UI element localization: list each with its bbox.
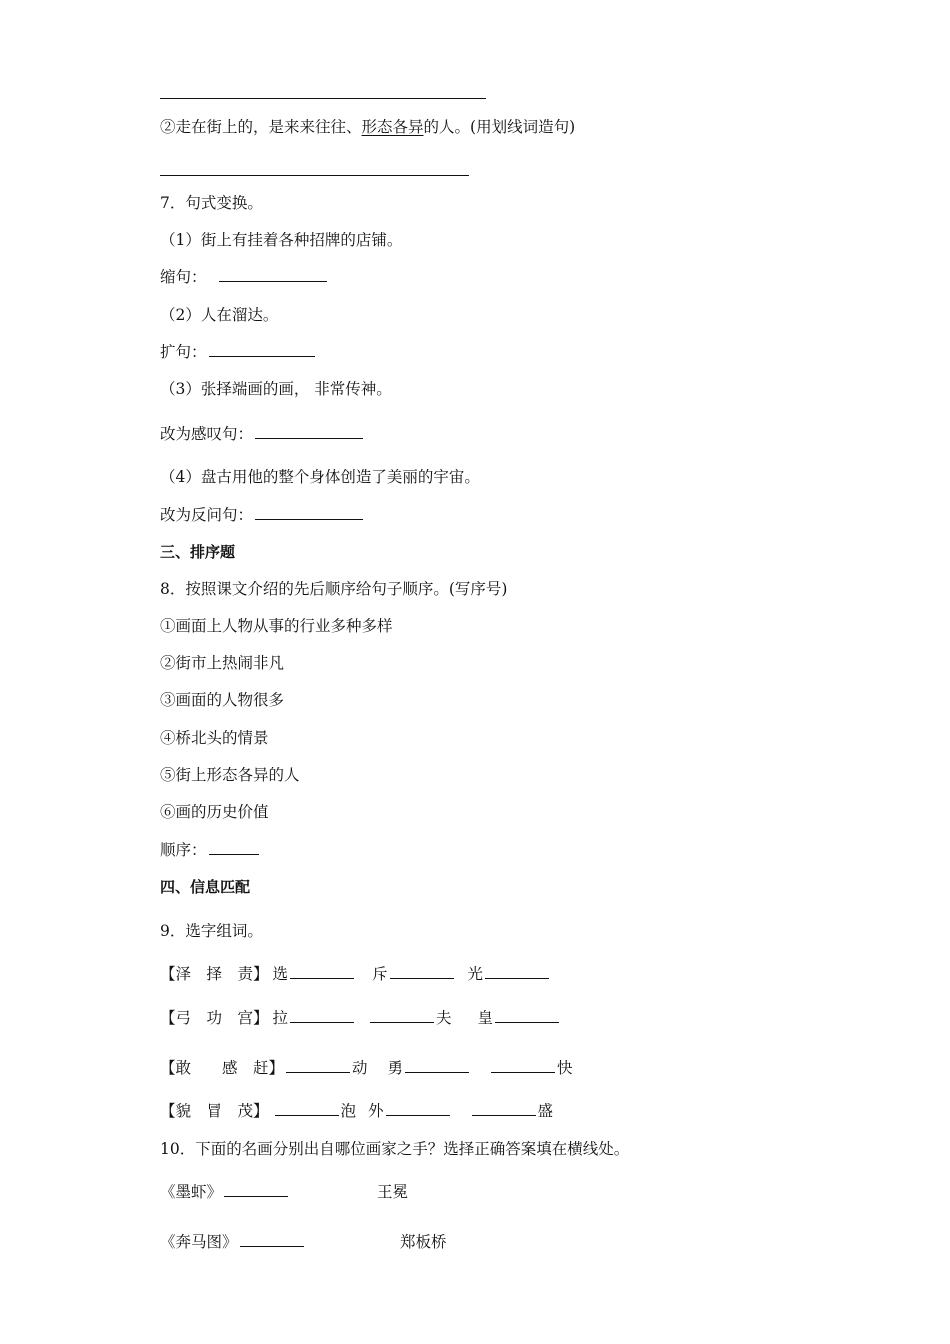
q8-item: ①画面上人物从事的行业多种多样 xyxy=(160,617,393,635)
answer-blank[interactable] xyxy=(255,518,363,520)
q7-sentence-3: （3）张择端画的画， 非常传神。 xyxy=(160,380,392,398)
q6-underlined-word: 形态各异 xyxy=(361,118,424,136)
q9-row-3 xyxy=(160,1061,573,1077)
q8-answer xyxy=(160,843,261,859)
q9-word-prefix: 皇 xyxy=(477,1009,494,1027)
q7-sentence-1: （1）街上有挂着各种招牌的店铺。 xyxy=(160,231,403,249)
q9-word-prefix: 勇 xyxy=(387,1059,404,1077)
q10-artist-option-1: 王冕 xyxy=(377,1183,409,1201)
q9-row-1 xyxy=(160,967,551,983)
q7-label-1: 缩句： xyxy=(160,268,207,286)
answer-blank[interactable] xyxy=(209,355,315,357)
q8-item: ③画面的人物很多 xyxy=(160,691,285,709)
q9-word-suffix: 动 xyxy=(352,1059,368,1077)
section-4-title: 四、信息匹配 xyxy=(160,878,251,896)
answer-blank[interactable] xyxy=(390,977,454,979)
q9-row-4 xyxy=(160,1104,553,1120)
q8-answer-label: 顺序： xyxy=(160,841,207,859)
q9-char-group: 【泽 择 责】 xyxy=(160,965,269,983)
q8-item: ⑥画的历史价值 xyxy=(160,803,269,821)
answer-blank[interactable] xyxy=(405,1071,469,1073)
q9-row-2 xyxy=(160,1011,561,1027)
q7-label-4: 改为反问句： xyxy=(160,506,254,524)
q9-char-group: 【貌 冒 茂】 xyxy=(160,1102,269,1120)
q9-word-prefix: 斥 xyxy=(372,965,388,983)
answer-blank[interactable] xyxy=(370,1021,434,1023)
q9-word-suffix: 夫 xyxy=(436,1009,452,1027)
painting-name: 《奔马图》 xyxy=(160,1233,238,1251)
q9-char-group: 【敢 感 赶】 xyxy=(160,1059,285,1077)
q7-sentence-2: （2）人在溜达。 xyxy=(160,306,279,324)
answer-blank[interactable] xyxy=(491,1071,555,1073)
q8-item: ②街市上热闹非凡 xyxy=(160,654,285,672)
q8-item: ⑤街上形态各异的人 xyxy=(160,766,300,784)
q7-answer-1 xyxy=(160,270,329,286)
q7-label-3: 改为感叹句： xyxy=(160,425,254,443)
q9-word-prefix: 拉 xyxy=(272,1009,289,1027)
q6-item-2 xyxy=(160,120,575,136)
q9-char-group: 【弓 功 宫】 xyxy=(160,1009,269,1027)
answer-blank[interactable] xyxy=(219,280,327,282)
q10-title: 10．下面的名画分别出自哪位画家之手？选择正确答案填在横线处。 xyxy=(160,1140,630,1158)
q10-painting-2 xyxy=(160,1235,306,1251)
answer-blank[interactable] xyxy=(224,1195,288,1197)
answer-blank[interactable] xyxy=(472,1114,536,1116)
q6-item2-prefix: ②走在街上的，是来来往往、 xyxy=(160,118,362,136)
q9-word-suffix: 盛 xyxy=(537,1102,554,1120)
answer-blank[interactable] xyxy=(240,1245,304,1247)
q7-answer-3 xyxy=(160,427,365,443)
q10-artist-option-2: 郑板桥 xyxy=(400,1233,447,1251)
q7-sentence-4: （4）盘古用他的整个身体创造了美丽的宇宙。 xyxy=(160,468,480,486)
q9-word-prefix: 外 xyxy=(368,1102,384,1120)
answer-line[interactable] xyxy=(160,98,486,99)
painting-name: 《墨虾》 xyxy=(160,1183,223,1201)
q8-title: 8．按照课文介绍的先后顺序给句子顺序。(写序号) xyxy=(160,580,508,598)
q9-word-suffix: 泡 xyxy=(340,1102,357,1120)
answer-blank[interactable] xyxy=(275,1114,339,1116)
q6-item2-suffix: 的人。(用划线词造句) xyxy=(423,118,576,136)
answer-line[interactable] xyxy=(160,175,469,176)
q9-title: 9．选字组词。 xyxy=(160,922,263,940)
answer-blank[interactable] xyxy=(255,437,363,439)
answer-blank[interactable] xyxy=(485,977,549,979)
answer-blank[interactable] xyxy=(286,1071,350,1073)
q10-painting-1 xyxy=(160,1185,290,1201)
answer-blank[interactable] xyxy=(290,977,354,979)
answer-blank[interactable] xyxy=(209,853,259,855)
q7-title: 7．句式变换。 xyxy=(160,194,263,212)
q9-word-prefix: 光 xyxy=(467,965,484,983)
q7-answer-4 xyxy=(160,508,365,524)
q7-answer-2 xyxy=(160,345,317,361)
q7-label-2: 扩句： xyxy=(160,343,207,361)
q9-word-prefix: 选 xyxy=(272,965,289,983)
answer-blank[interactable] xyxy=(386,1114,450,1116)
answer-blank[interactable] xyxy=(290,1021,354,1023)
q8-item: ④桥北头的情景 xyxy=(160,729,269,747)
answer-blank[interactable] xyxy=(495,1021,559,1023)
section-3-title: 三、排序题 xyxy=(160,543,236,561)
q9-word-suffix: 快 xyxy=(557,1059,573,1077)
